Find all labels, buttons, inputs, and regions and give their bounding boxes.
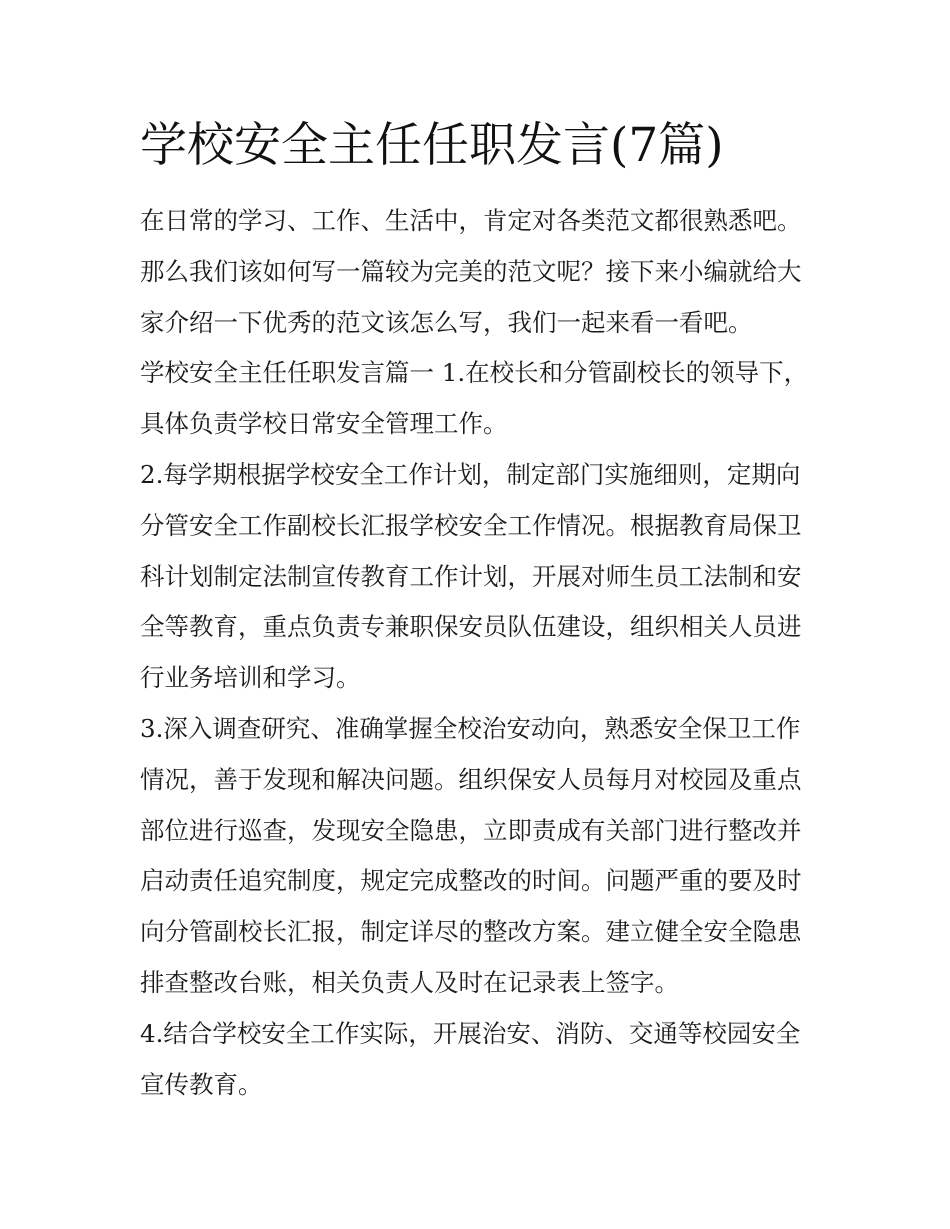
body-line: 科计划制定法制宣传教育工作计划，开展对师生员工法制和安 bbox=[140, 561, 802, 591]
document-title: 学校安全主任任职发言(7篇) bbox=[140, 118, 724, 173]
body-line: 全等教育，重点负责专兼职保安员队伍建设，组织相关人员进 bbox=[140, 612, 802, 642]
body-line: 分管安全工作副校长汇报学校安全工作情况。根据教育局保卫 bbox=[140, 510, 802, 540]
body-line: 情况，善于发现和解决问题。组织保安人员每月对校园及重点 bbox=[140, 764, 802, 794]
body-line: 4.结合学校安全工作实际，开展治安、消防、交通等校园安全 bbox=[140, 1018, 801, 1048]
body-line: 2.每学期根据学校安全工作计划，制定部门实施细则，定期向 bbox=[140, 459, 801, 489]
body-line: 行业务培训和学习。 bbox=[140, 663, 361, 693]
body-line: 启动责任追究制度，规定完成整改的时间。问题严重的要及时 bbox=[140, 866, 802, 896]
body-line: 在日常的学习、工作、生活中，肯定对各类范文都很熟悉吧。 bbox=[140, 206, 802, 235]
body-line: 学校安全主任任职发言篇一 1.在校长和分管副校长的领导下， bbox=[140, 358, 809, 388]
document-body bbox=[140, 196, 822, 1110]
body-line: 家介绍一下优秀的范文该怎么写，我们一起来看一看吧。 bbox=[140, 307, 753, 337]
body-line: 向分管副校长汇报，制定详尽的整改方案。建立健全安全隐患 bbox=[140, 917, 802, 947]
body-line: 部位进行巡查，发现安全隐患，立即责成有关部门进行整改并 bbox=[140, 815, 802, 845]
body-line: 排查整改台账，相关负责人及时在记录表上签字。 bbox=[140, 967, 679, 997]
body-line: 宣传教育。 bbox=[140, 1069, 263, 1099]
body-line: 3.深入调查研究、准确掌握全校治安动向，熟悉安全保卫工作 bbox=[140, 713, 801, 743]
body-line: 具体负责学校日常安全管理工作。 bbox=[140, 409, 508, 439]
body-line: 那么我们该如何写一篇较为完美的范文呢？接下来小编就给大 bbox=[140, 256, 802, 286]
